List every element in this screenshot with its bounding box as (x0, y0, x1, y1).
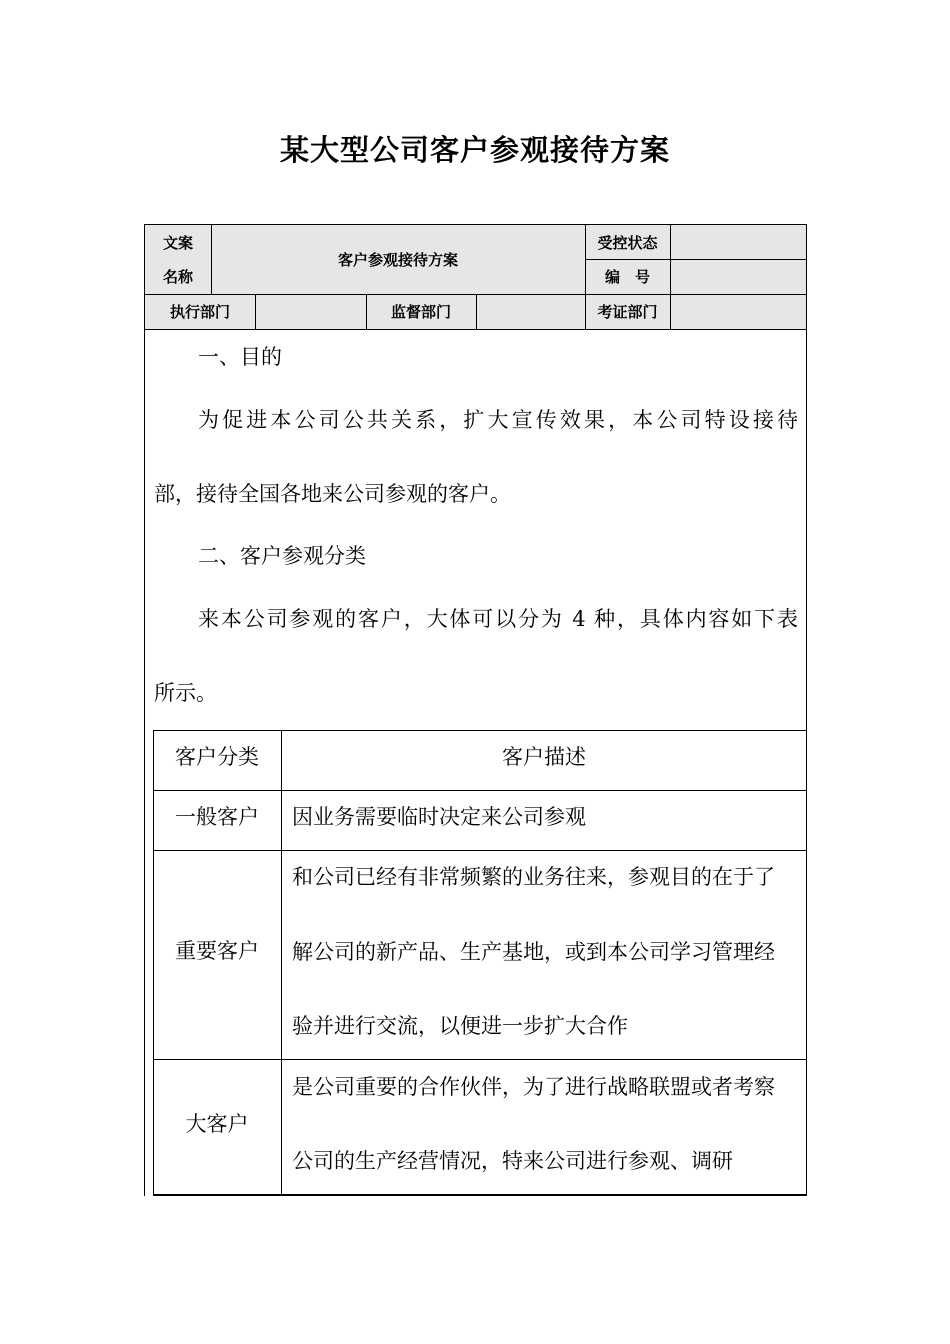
section-1-heading: 一、目的 (198, 345, 282, 369)
number-value (670, 259, 806, 294)
body-frame-right (806, 330, 807, 730)
verify-dept-value (670, 294, 806, 329)
supervise-dept-label: 监督部门 (390, 303, 451, 321)
table-row-2-description-line1: 和公司已经有非常频繁的业务往来，参观目的在于了 (292, 865, 775, 889)
body-frame-left (144, 330, 145, 1196)
section-2-heading: 二、客户参观分类 (198, 544, 366, 568)
table-row-3-description-line2: 公司的生产经营情况，特来公司进行参观、调研 (292, 1149, 733, 1173)
section-1-text-line1: 为促进本公司公共关系，扩大宣传效果，本公司特设接待 (198, 408, 798, 432)
table-row-1-description: 因业务需要临时决定来公司参观 (292, 805, 586, 829)
doc-name-label-line1: 文案 (162, 233, 193, 252)
table-row-2-category: 重要客户 (175, 939, 259, 963)
supervise-dept-value (476, 294, 585, 329)
table-header-category: 客户分类 (175, 745, 259, 769)
number-label: 编 号 (604, 268, 650, 286)
section-2-text-line1: 来本公司参观的客户，大体可以分为 4 种，具体内容如下表 (198, 607, 798, 631)
doc-name-value: 客户参观接待方案 (337, 251, 458, 269)
exec-dept-value (255, 294, 366, 329)
section-2-text-line2: 所示。 (154, 681, 217, 705)
document-header-table (144, 224, 807, 330)
customer-category-table (153, 730, 807, 1196)
table-row-2-description-line3: 验并进行交流，以便进一步扩大合作 (292, 1014, 628, 1038)
doc-name-label-line2: 名称 (162, 268, 193, 286)
document-title: 某大型公司客户参观接待方案 (279, 133, 670, 167)
table-header-description: 客户描述 (502, 745, 586, 769)
table-row-3-description-line1: 是公司重要的合作伙伴，为了进行战略联盟或者考察 (292, 1075, 775, 1099)
verify-dept-label: 考证部门 (597, 303, 658, 321)
table-row-2-description-line2: 解公司的新产品、生产基地，或到本公司学习管理经 (292, 940, 775, 964)
table-row-3-category: 大客户 (185, 1112, 249, 1136)
exec-dept-label: 执行部门 (169, 303, 230, 321)
section-1-text-line2: 部，接待全国各地来公司参观的客户。 (154, 482, 511, 506)
control-status-label: 受控状态 (597, 233, 658, 252)
table-row-1-category: 一般客户 (175, 805, 259, 829)
control-status-value (670, 225, 806, 259)
